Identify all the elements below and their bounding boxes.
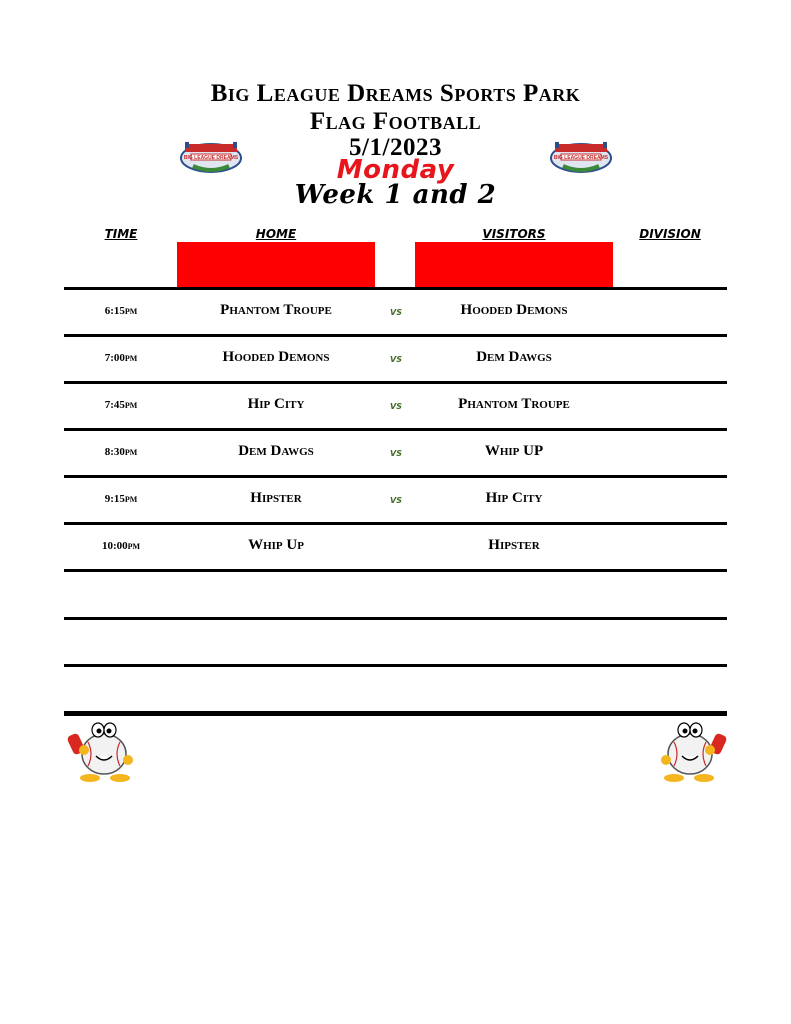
table-divider	[64, 334, 727, 337]
visiting-team: Dem Dawgs	[476, 349, 552, 365]
game-time: 7:00pm	[104, 352, 138, 364]
schedule-date: 5/1/2023	[349, 134, 442, 161]
visiting-team: Hipster	[488, 537, 540, 553]
table-divider	[64, 428, 727, 431]
game-time: 10:00pm	[101, 540, 141, 552]
table-divider	[64, 569, 727, 572]
column-header-division: DIVISION	[639, 227, 701, 241]
home-team: Hooded Demons	[222, 349, 330, 365]
versus-label: vs	[390, 493, 402, 506]
table-divider	[64, 664, 727, 667]
versus-label: vs	[390, 352, 402, 365]
table-divider	[64, 381, 727, 384]
table-divider	[64, 522, 727, 525]
column-header-home: HOME	[255, 227, 297, 241]
visiting-team: Hip City	[485, 490, 543, 506]
table-divider	[64, 475, 727, 478]
visiting-team: Phantom Troupe	[458, 396, 570, 412]
home-team: Phantom Troupe	[220, 302, 332, 318]
home-color-block	[177, 242, 375, 287]
visiting-team: Hooded Demons	[460, 302, 568, 318]
home-team: Hip City	[247, 396, 305, 412]
game-time: 6:15pm	[104, 305, 138, 317]
versus-label: vs	[390, 305, 402, 318]
park-title: Big League Dreams Sports Park	[210, 80, 581, 107]
schedule-day: Monday	[336, 155, 455, 185]
table-bottom-border	[64, 711, 727, 716]
sport-title: Flag Football	[309, 108, 482, 135]
svg-text:BIG LEAGUE DREAMS: BIG LEAGUE DREAMS	[183, 155, 239, 161]
home-team: Whip Up	[248, 537, 304, 553]
visitors-color-block	[415, 242, 613, 287]
versus-label: vs	[390, 399, 402, 412]
stadium-logo-icon	[179, 138, 243, 176]
baseball-mascot-icon	[66, 716, 142, 784]
baseball-mascot-icon	[652, 716, 728, 784]
table-divider	[64, 287, 727, 290]
stadium-logo-icon	[549, 138, 613, 176]
game-time: 8:30pm	[104, 446, 138, 458]
home-team: Hipster	[250, 490, 302, 506]
versus-label: vs	[390, 446, 402, 459]
home-team: Dem Dawgs	[238, 443, 314, 459]
column-header-visitors: VISITORS	[482, 227, 546, 241]
svg-text:BIG LEAGUE DREAMS: BIG LEAGUE DREAMS	[553, 155, 609, 161]
table-divider	[64, 617, 727, 620]
game-time: 7:45pm	[104, 399, 138, 411]
column-header-time: TIME	[104, 227, 138, 241]
visiting-team: Whip UP	[484, 443, 544, 459]
schedule-week: Week 1 and 2	[294, 180, 497, 210]
game-time: 9:15pm	[104, 493, 138, 505]
